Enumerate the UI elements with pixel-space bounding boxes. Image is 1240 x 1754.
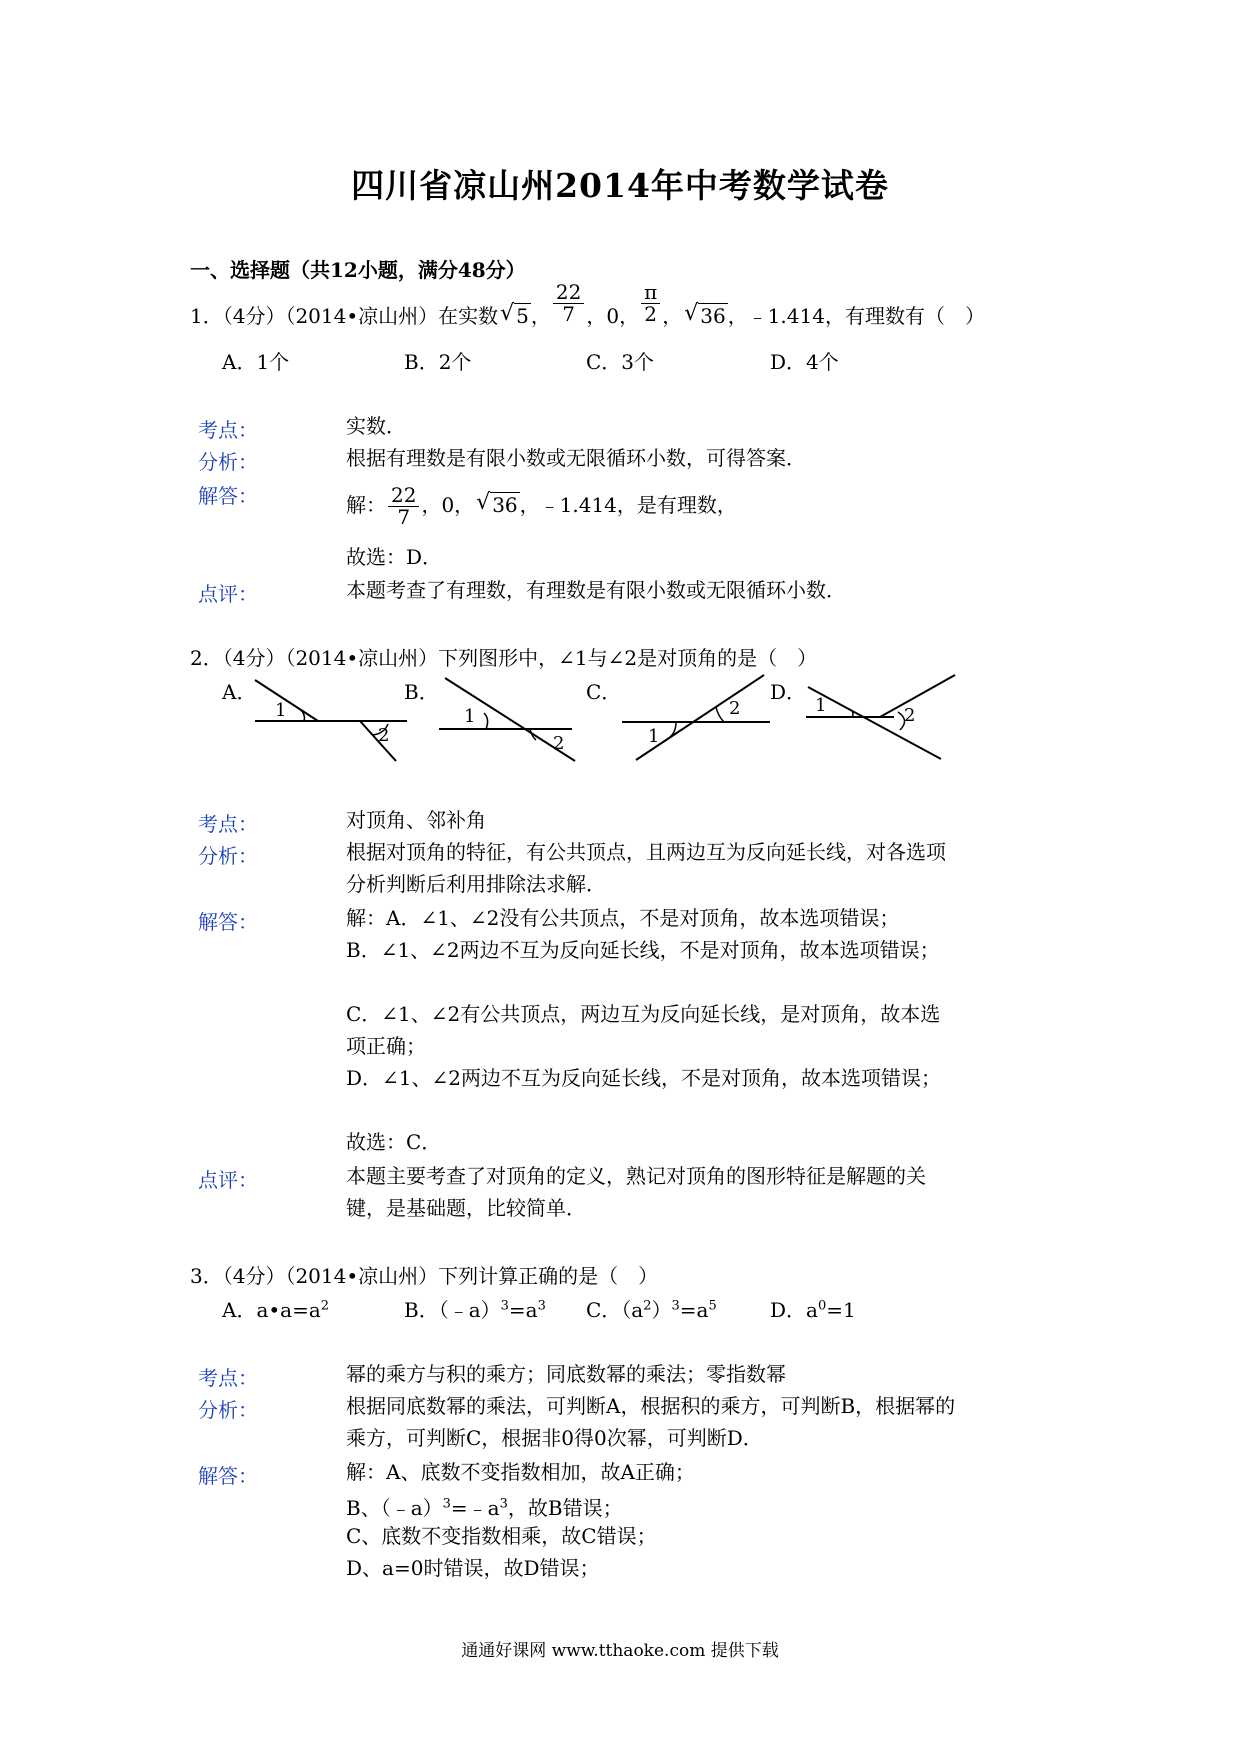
q3-kaodian: 幂的乘方与积的乘方；同底数幂的乘法；零指数幂 (346, 1362, 786, 1386)
figure-a (255, 680, 407, 761)
q3-jieda-b: B、$(﹣a)^3=﹣a^3$，故B错误； (346, 1496, 623, 1520)
footer-text: 通通好课网 www.tthaoke.com 提供下载 (461, 1641, 779, 1661)
sqrt-5: √ 5 (500, 304, 531, 328)
q3-kaodian-label: 考点： (198, 1366, 258, 1390)
q1-option-a: A．1个 (222, 350, 290, 374)
fraction-pi-2: $\frac{\pi}{2}$ (641, 282, 660, 325)
fig-d-angle-1: 1 (815, 695, 827, 716)
q2-fenxi: 根据对顶角的特征，有公共顶点，且两边互为反向延长线，对各选项分析判断后利用排除法求解． (346, 840, 946, 896)
q2-kaodian: 对顶角、邻补角 (346, 808, 486, 832)
q3-jieda-a: 解：A、底数不变指数相加，故A正确； (346, 1460, 695, 1484)
figure-b (439, 678, 575, 761)
q2-option-b: B． (404, 680, 439, 704)
fig-a-angle-2: 2 (378, 725, 390, 746)
q2-dianping-label: 点评： (198, 1168, 258, 1192)
q1-suffix: ，﹣1.414，有理数有（ ） (727, 304, 985, 328)
fig-b-angle-2: 2 (553, 733, 565, 754)
q2-option-d: D． (770, 680, 807, 704)
angle-figures (0, 0, 1240, 800)
q3-option-b: B．$(﹣a)^3=a^3$ (404, 1298, 546, 1322)
q3-jieda-label: 解答： (198, 1464, 258, 1488)
jieda-fraction-22-7: $\frac{22}{7}$ (388, 485, 419, 528)
q2-kaodian-label: 考点： (198, 812, 258, 836)
q3-option-c: C．$(a^2)^3=a^5$ (586, 1298, 717, 1322)
q1-fenxi-label: 分析： (198, 450, 258, 474)
q2-jieda-label: 解答： (198, 910, 258, 934)
question-3-stem: 3．（4分）（2014•凉山州）下列计算正确的是（ ） (190, 1264, 659, 1288)
fig-c-angle-2: 2 (729, 698, 741, 719)
q1-fenxi: 根据有理数是有限小数或无限循环小数，可得答案． (346, 446, 806, 470)
q3-fenxi-label: 分析： (198, 1398, 258, 1422)
q3-jieda-d: D、a=0时错误，故D错误； (346, 1556, 600, 1580)
q2-option-c: C． (586, 680, 622, 704)
jieda-sqrt-36: √ 36 (476, 493, 519, 517)
q1-jieda-choice: 故选：D． (346, 545, 443, 569)
fig-a-angle-1: 1 (275, 700, 287, 721)
figure-d (806, 675, 955, 759)
fig-c-angle-1: 1 (648, 726, 660, 747)
page-title: 四川省凉山州2014年中考数学试卷 (351, 166, 889, 205)
q2-option-a: A． (222, 680, 257, 704)
q2-jieda-a: 解：A．∠1、∠2没有公共顶点，不是对顶角，故本选项错误； (346, 906, 900, 930)
q3-jieda-c: C、底数不变指数相乘，故C错误； (346, 1524, 657, 1548)
fraction-22-7: $\frac{22}{7}$ (553, 282, 584, 325)
q1-kaodian-label: 考点： (198, 418, 258, 442)
q1-dianping-label: 点评： (198, 582, 258, 606)
q3-fenxi: 根据同底数幂的乘法，可判断A，根据积的乘方，可判断B，根据幂的乘方，可判断C，根据非0得0次幂，可判断D． (346, 1394, 956, 1450)
q1-option-b: B．2个 (404, 350, 472, 374)
q1-jieda: 解： $\frac{22}{7}$ ，0，√ 36 ，﹣1.414，是有理数， (346, 485, 737, 528)
fig-d-angle-2: 2 (904, 705, 916, 726)
question-2-stem: 2．（4分）（2014•凉山州）下列图形中，∠1与∠2是对顶角的是（ ） (190, 646, 818, 670)
q1-kaodian: 实数． (346, 414, 406, 438)
q2-dianping: 本题主要考查了对顶角的定义，熟记对顶角的图形特征是解题的关键，是基础题，比较简单． (346, 1164, 926, 1220)
q3-option-a: A．$a•a=a^2$ (222, 1298, 330, 1322)
q2-jieda-choice: 故选：C． (346, 1130, 442, 1154)
fig-b-angle-1: 1 (464, 706, 476, 727)
q1-option-d: D．4个 (770, 350, 839, 374)
q1-mid: ，0， (586, 304, 640, 328)
q3-option-d: D．$a^0=1$ (770, 1298, 856, 1322)
q1-prefix: 1．（4分）（2014•凉山州）在实数 (190, 304, 499, 328)
q1-dianping: 本题考查了有理数，有理数是有限小数或无限循环小数． (346, 578, 846, 602)
section-heading: 一、选择题（共12小题，满分48分） (190, 258, 526, 282)
sqrt-36: √ 36 (684, 304, 727, 328)
q2-jieda-c: C．∠1、∠2有公共顶点，两边互为反向延长线，是对顶角，故本选项正确； (346, 1002, 941, 1058)
q2-jieda-d: D．∠1、∠2两边不互为反向延长线，不是对顶角，故本选项错误； (346, 1066, 941, 1090)
q1-jieda-label: 解答： (198, 484, 258, 508)
q1-option-c: C．3个 (586, 350, 655, 374)
q2-fenxi-label: 分析： (198, 844, 258, 868)
figure-c (622, 675, 770, 760)
q2-jieda-b: B．∠1、∠2两边不互为反向延长线，不是对顶角，故本选项错误； (346, 938, 940, 962)
question-1-stem: 1．（4分）（2014•凉山州）在实数√ 5 ， $\frac{22}{7}$ ，0， $\frac{\pi}{2}$ ，√ 36 ，﹣1.414，有理数有（ ） (190, 300, 985, 329)
